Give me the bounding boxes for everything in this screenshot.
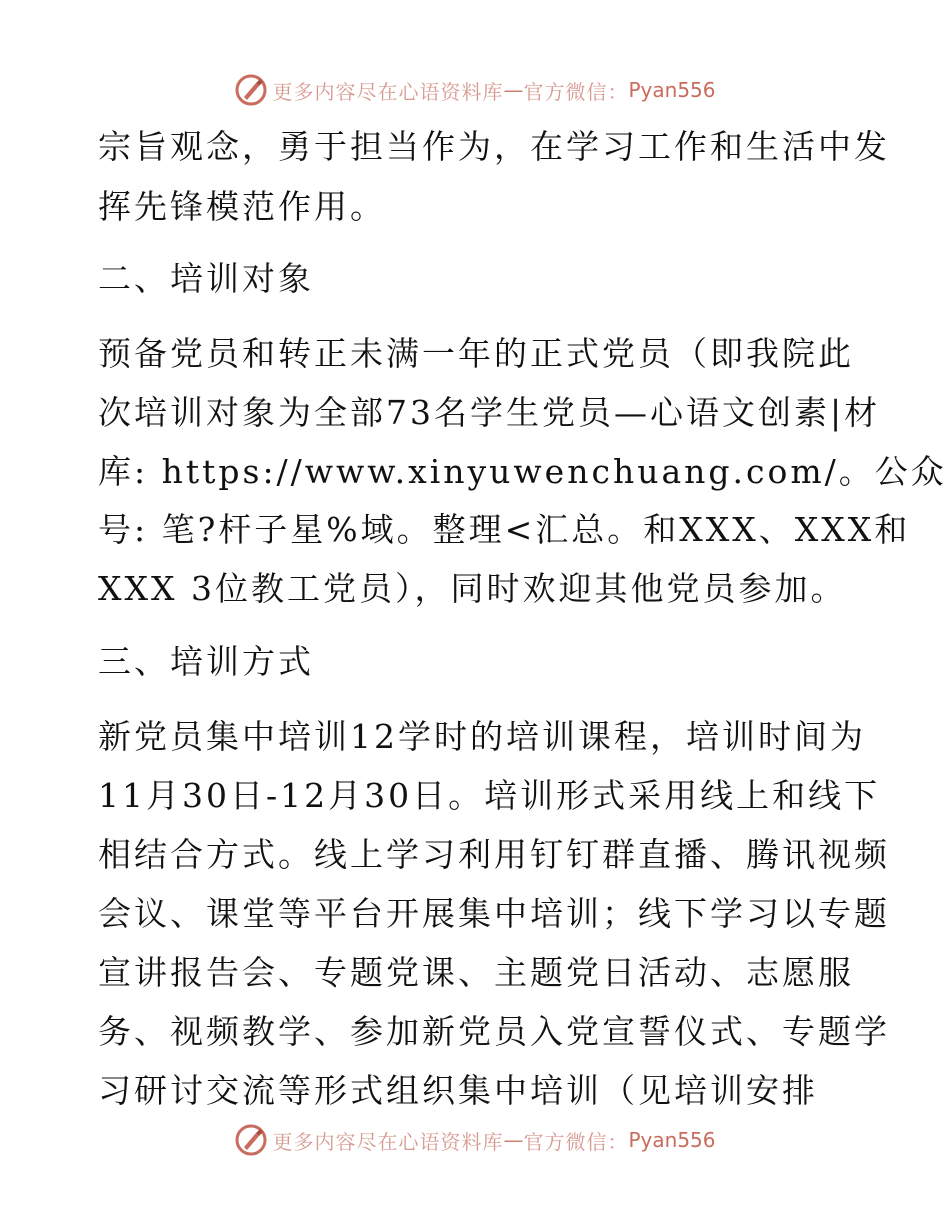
paragraph-line: 11月30日-12月30日。培训形式采用线上和线下 <box>98 776 881 815</box>
pen-logo-icon <box>234 1123 268 1157</box>
paragraph-line: 相结合方式。线上学习利用钉钉群直播、腾讯视频 <box>98 835 890 874</box>
paragraph-line: 挥先锋模范作用。 <box>98 187 386 226</box>
paragraph-line: 宣讲报告会、专题党课、主题党日活动、志愿服 <box>98 953 854 992</box>
watermark-separator: — <box>503 1128 524 1152</box>
watermark-footer <box>0 1120 950 1160</box>
section-heading: 二、培训对象 <box>98 259 314 298</box>
watermark-id: Pyan556 <box>628 78 716 102</box>
watermark-text: 更多内容尽在心语资料库 <box>272 79 504 104</box>
watermark-id: Pyan556 <box>628 1128 716 1152</box>
watermark-separator: — <box>503 78 524 102</box>
paragraph-line: XXX 3位教工党员），同时欢迎其他党员参加。 <box>98 569 847 608</box>
watermark-account: 官方微信： <box>523 79 629 104</box>
paragraph-line: 习研讨交流等形式组织集中培训（见培训安排 <box>98 1071 818 1110</box>
watermark-account: 官方微信： <box>523 1129 629 1154</box>
paragraph-line: 库: https://www.xinyuwenchuang.com/。公众 <box>98 452 947 491</box>
paragraph-line: 预备党员和转正未满一年的正式党员（即我院此 <box>98 334 854 373</box>
paragraph-line: 务、视频教学、参加新党员入党宣誓仪式、专题学 <box>98 1012 890 1051</box>
paragraph-line: 次培训对象为全部73名学生党员—心语文创素|材 <box>98 393 881 432</box>
section-heading: 三、培训方式 <box>98 642 314 681</box>
paragraph-line: 号: 笔?杆子星%域。整理<汇总。和XXX、XXX和 <box>98 510 911 549</box>
paragraph-line: 会议、课堂等平台开展集中培训；线下学习以专题 <box>98 894 890 933</box>
watermark-text: 更多内容尽在心语资料库 <box>272 1129 504 1154</box>
paragraph-line: 新党员集中培训12学时的培训课程，培训时间为 <box>98 717 866 756</box>
paragraph-line: 宗旨观念，勇于担当作为，在学习工作和生活中发 <box>98 127 890 166</box>
